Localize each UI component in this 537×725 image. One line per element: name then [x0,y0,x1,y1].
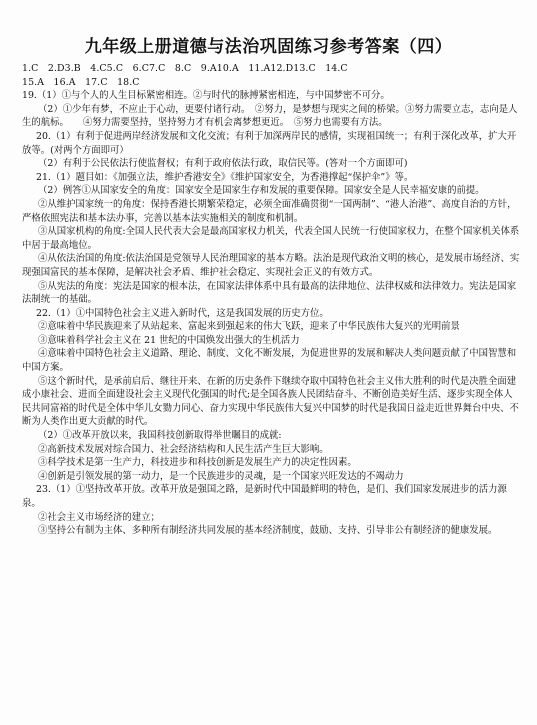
paragraph-22-2-item-3: ③科学技术是第一生产力，科技进步和科技创新是发展生产力的决定性因素。 [38,457,357,469]
paragraph-22-2: （2）①改革开放以来，我国科技创新取得举世瞩目的成就: [38,430,282,442]
paragraph-20-2: （2）有利于公民依法行使监督权；有利于政府依法行政，取信民等。(答对一个方面即可) [38,158,408,170]
paragraph-21-1: 21.（1）题目如：《加强立法，维护香港安全》《维护国家安全，为香港撑起“保护伞”》等。 [36,171,414,183]
answer-key-line-1: 1.C 2.D3.B 4.C5.C 6.C7.C 8.C 9.A10.A 11.A12.D13.C 14.C [22,63,348,74]
paragraph-23-1-item-3: ③坚持公有制为主体、多种所有制经济共同发展的基本经济制度，鼓励、支持、引导非公有制经济的健康发展。 [38,525,498,537]
paragraph-22-1-item-3: ③意味着科学社会主义在 21 世纪的中国焕发出强大的生机活力 [38,334,300,346]
paragraph-21-2: （2）例答①从国家安全的角度：国家安全是国家生存和发展的重要保障。国家安全是人民幸福安康的前提。 [38,185,485,197]
paragraph-23-1: 23.（1）①坚持改革开放。改革开放是强国之路，是新时代中国最鲜明的特色，是们、我们国家发展进步的活力源泉。 [22,484,507,509]
paragraph-23-1-item-2: ②社会主义市场经济的建立； [38,511,160,523]
paragraph-19-1: 19.（1）①与个人的人生目标紧密相连。②与时代的脉搏紧密相连，与中国梦密不可分。 [22,90,390,102]
paragraph-22-2-item-4: ④创新是引领发展的第一动力，是一个民族进步的灵魂，是一个国家兴旺发达的不竭动力 [38,470,404,482]
paragraph-20-1: 20.（1）有利于促进两岸经济发展和文化交流；有利于加深两岸民的感情，实现祖国统一；有利于深化改革，扩大开放等。(对两个方面即可） [22,130,517,156]
paragraph-22-1-item-5: ⑤这个新时代，是承前启后、继往开来、在新的历史条件下继续夺取中国特色社会主义伟大胜利的时代是决胜全面建成小康社会、进而全面建设社会主义现代化强国的时代;是全国各族人民团结奋斗、不断创造美好生活、逐步实现全体人民共同富裕的时代是全体中华儿女勠力同心、奋力实现中华民族伟大复兴中国梦的时代是我国日益走近世界舞台中央、不断为人类作出更大贡献的时代。 [22,375,519,428]
paragraph-22-1-item-2: ②意味着中华民族迎来了从站起来、富起来到强起来的伟大飞跃，迎来了中华民族伟大复兴的光明前景 [38,321,460,333]
answer-key-line-2: 15.A 16.A 17.C 18.C [22,76,140,88]
paragraph-21-2-item-2: ②从维护国家统一的角度：保持香港长期繁荣稳定，必须全面准确贯彻“一国两制”、“港人治港”、高度自治的方针，严格依照宪法和基本法办事，完善以基本法实施相关的制度和机制。 [22,198,517,224]
paragraph-22-2-item-2: ②高新技术发展对综合国力、社会经济结构和人民生活产生巨大影响。 [38,443,329,455]
paragraph-21-2-item-5: ⑤从宪法的角度：宪法是国家的根本法，在国家法律体系中具有最高的法律地位、法律权威和法律效力。宪法是国家法制统一的基础。 [22,280,517,306]
paragraph-21-2-item-4: ④从依法治国的角度:依法治国是党领导人民治理国家的基本方略。法治是现代政治文明的核心，是发展市场经济、实现强国富民的基本保障，是解决社会矛盾、维护社会稳定、实现社会正义的有效方式。 [22,253,520,278]
paragraph-22-1-item-4: ④意味着中国特色社会主义道路、理论、制度、文化不断发展，为促进世界的发展和解决人类问题贡献了中国智慧和中国方案。 [22,348,517,374]
paragraph-21-2-item-3: ③从国家机构的角度:全国人民代表大会是最高国家权力机关，代表全国人民统一行使国家权力，在整个国家机关体系中居于最高地位。 [22,226,520,251]
paragraph-22-1: 22.（1）①中国特色社会主义进入新时代，这是我国发展的历史方位。 [36,307,329,319]
document-title: 九年级上册道德与法治巩固练习参考答案（四） [84,37,453,57]
document-body [22,62,520,538]
paragraph-19-2: （2）①少年有梦，不应止于心动，更要付诸行动。 ②努力，是梦想与现实之间的桥梁。③努力需要立志，志向是人生的航标。 ④努力需要坚持，坚持努力才有机会离梦想更近。 ⑤努力也需要有方法。 [22,103,518,129]
